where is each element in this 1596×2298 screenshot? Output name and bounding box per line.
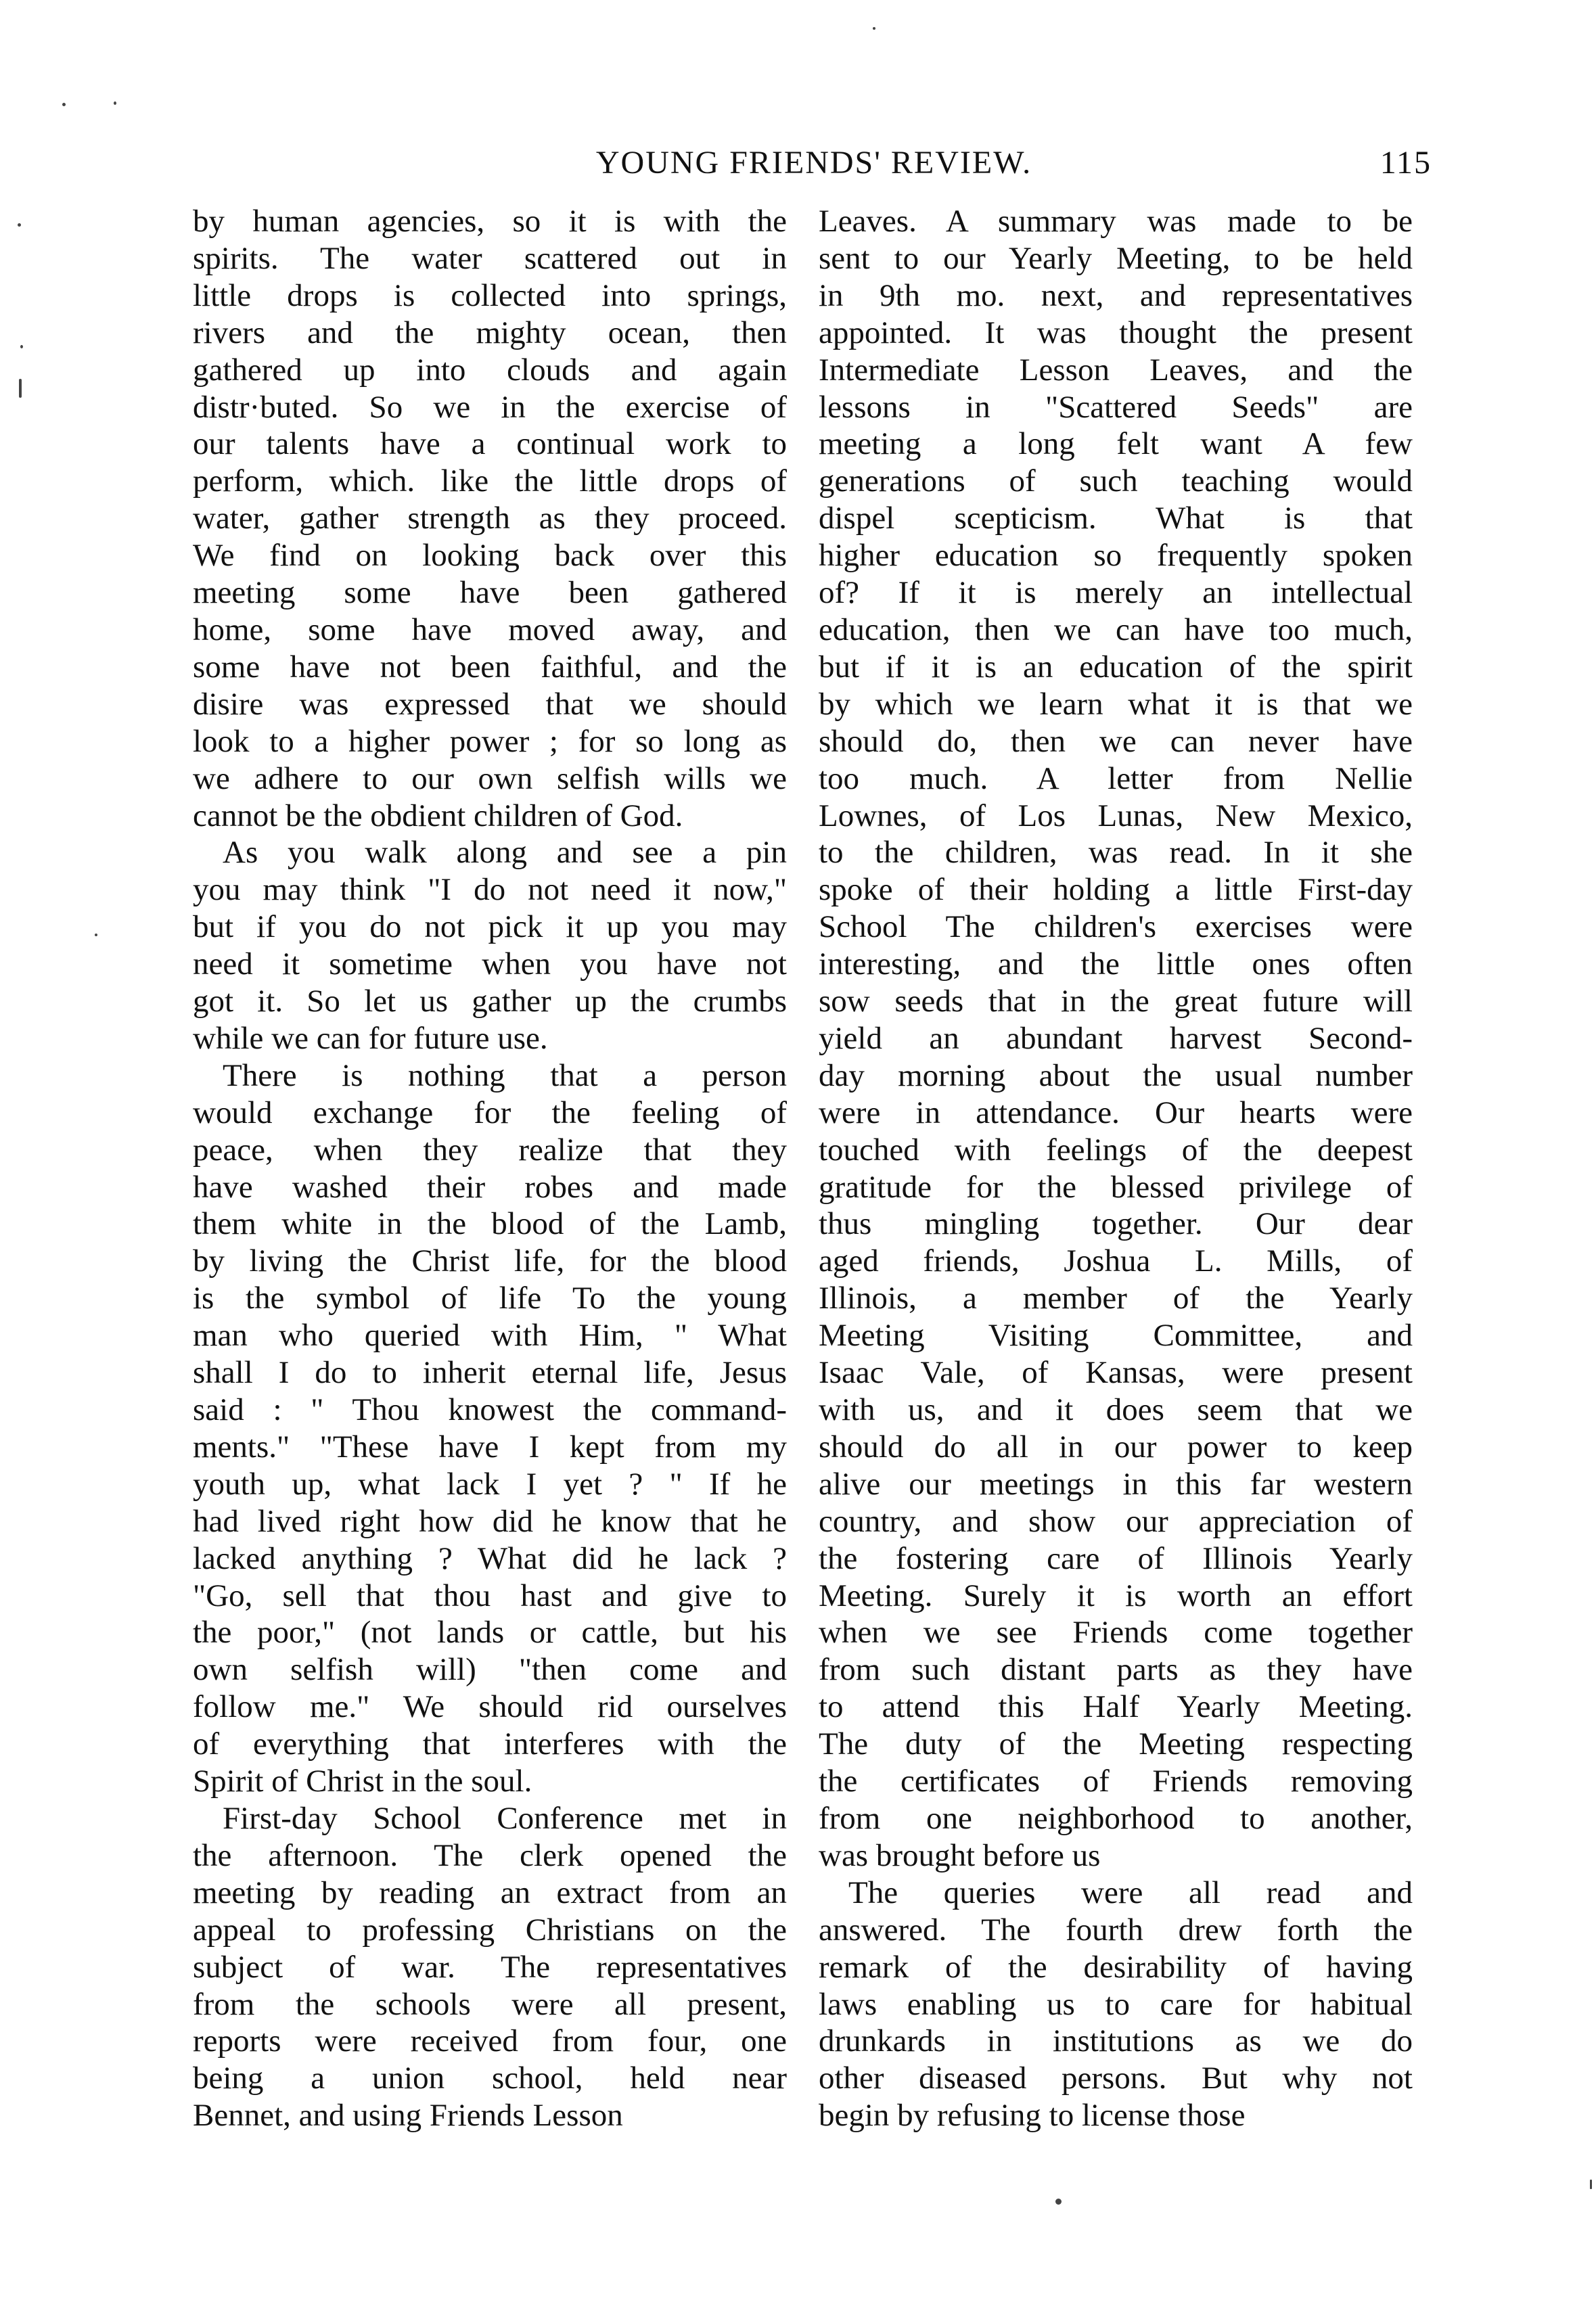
text-line: need it sometime when you have not bbox=[193, 946, 787, 982]
text-line: cannot be the obdient children of God. bbox=[193, 798, 683, 833]
scan-speck bbox=[1055, 2199, 1062, 2205]
text-line: dispel scepticism. What is that bbox=[819, 501, 1413, 536]
paragraph bbox=[193, 834, 787, 1057]
text-line: but if you do not pick it up you may bbox=[193, 909, 787, 945]
text-line: in 9th mo. next, and representatives bbox=[819, 277, 1413, 313]
running-head bbox=[196, 144, 1432, 191]
left-column bbox=[193, 203, 787, 2134]
text-line: Illinois, a member of the Yearly bbox=[819, 1281, 1413, 1316]
text-line: appointed. It was thought the present bbox=[819, 315, 1413, 350]
text-line: meeting a long felt want A few bbox=[819, 426, 1413, 462]
text-line: alive our meetings in this far western bbox=[819, 1466, 1413, 1502]
scan-speck bbox=[873, 27, 875, 30]
text-line: Lownes, of Los Lunas, New Mexico, bbox=[819, 798, 1413, 833]
text-line: Isaac Vale, of Kansas, were present bbox=[819, 1355, 1413, 1391]
text-line: education, then we can have too much, bbox=[819, 612, 1413, 647]
text-line: generations of such teaching would bbox=[819, 463, 1413, 499]
text-line: laws enabling us to care for habitual bbox=[819, 1986, 1413, 2022]
text-line: begin by refusing to license those bbox=[819, 2098, 1246, 2134]
text-line: Intermediate Lesson Leaves, and the bbox=[819, 352, 1413, 388]
paragraph bbox=[193, 1057, 787, 1800]
text-line: is the symbol of life To the young bbox=[193, 1281, 787, 1316]
text-line: would exchange for the feeling of bbox=[193, 1095, 787, 1130]
text-line: School The children's exercises were bbox=[819, 909, 1413, 945]
paragraph bbox=[819, 203, 1413, 1875]
text-line: other diseased persons. But why not bbox=[819, 2061, 1413, 2096]
text-line: disire was expressed that we should bbox=[193, 686, 787, 722]
text-line: man who queried with Him, " What bbox=[193, 1318, 787, 1354]
scan-speck bbox=[95, 934, 97, 936]
text-line: had lived right how did he know that he bbox=[193, 1503, 787, 1539]
text-line: said : " Thou knowest the command- bbox=[193, 1392, 787, 1427]
text-line: were in attendance. Our hearts were bbox=[819, 1095, 1413, 1130]
text-line: "Go, sell that thou hast and give to bbox=[193, 1578, 787, 1613]
text-line: too much. A letter from Nellie bbox=[819, 760, 1413, 796]
text-line: own selfish will) "then come and bbox=[193, 1652, 787, 1688]
text-line: by which we learn what it is that we bbox=[819, 686, 1413, 722]
text-line: rivers and the mighty ocean, then bbox=[193, 315, 787, 350]
text-line: the afternoon. The clerk opened the bbox=[193, 1837, 787, 1873]
text-line: drunkards in institutions as we do bbox=[819, 2023, 1413, 2059]
text-line: to the children, was read. In it she bbox=[819, 835, 1413, 871]
scan-speck bbox=[19, 379, 22, 398]
scan-speck bbox=[20, 345, 23, 348]
text-line: by living the Christ life, for the blood bbox=[193, 1243, 787, 1279]
text-line: the fostering care of Illinois Yearly bbox=[819, 1540, 1413, 1576]
text-line: reports were received from four, one bbox=[193, 2023, 787, 2059]
text-line: ments." "These have I kept from my bbox=[193, 1429, 787, 1465]
text-line: when we see Friends come together bbox=[819, 1615, 1413, 1651]
paragraph bbox=[193, 203, 787, 834]
text-line: There is nothing that a person bbox=[223, 1057, 787, 1093]
scan-speck bbox=[114, 101, 116, 105]
text-line: by human agencies, so it is with the bbox=[193, 204, 787, 239]
text-line: little drops is collected into springs, bbox=[193, 277, 787, 313]
text-line: have washed their robes and made bbox=[193, 1169, 787, 1205]
text-line: interesting, and the little ones often bbox=[819, 946, 1413, 982]
text-line: sow seeds that in the great future will bbox=[819, 984, 1413, 1019]
text-line: follow me." We should rid ourselves bbox=[193, 1689, 787, 1725]
text-line: being a union school, held near bbox=[193, 2061, 787, 2096]
text-line: answered. The fourth drew forth the bbox=[819, 1912, 1413, 1948]
text-line: yield an abundant harvest Second- bbox=[819, 1020, 1413, 1056]
text-line: lacked anything ? What did he lack ? bbox=[193, 1540, 787, 1576]
text-line: our talents have a continual work to bbox=[193, 426, 787, 462]
text-line: Bennet, and using Friends Lesson bbox=[193, 2098, 623, 2134]
text-line: should do all in our power to keep bbox=[819, 1429, 1413, 1465]
text-line: of? If it is merely an intellectual bbox=[819, 575, 1413, 611]
text-line: gathered up into clouds and again bbox=[193, 352, 787, 388]
text-line: First-day School Conference met in bbox=[223, 1800, 787, 1836]
running-title: YOUNG FRIENDS' REVIEW. bbox=[595, 145, 1032, 181]
text-line: Leaves. A summary was made to be bbox=[819, 204, 1413, 239]
text-line: lessons in "Scattered Seeds" are bbox=[819, 389, 1413, 425]
text-line: day morning about the usual number bbox=[819, 1057, 1413, 1093]
text-line: The queries were all read and bbox=[848, 1875, 1413, 1910]
scan-speck bbox=[18, 223, 21, 227]
text-line: meeting by reading an extract from an bbox=[193, 1875, 787, 1910]
text-line: water, gather strength as they proceed. bbox=[193, 501, 787, 536]
page-number: 115 bbox=[1380, 145, 1432, 181]
text-line: appeal to professing Christians on the bbox=[193, 1912, 787, 1948]
text-line: should do, then we can never have bbox=[819, 723, 1413, 759]
scan-speck bbox=[1590, 2180, 1592, 2189]
text-line: from the schools were all present, bbox=[193, 1986, 787, 2022]
text-line: got it. So let us gather up the crumbs bbox=[193, 984, 787, 1019]
text-line: while we can for future use. bbox=[193, 1020, 548, 1056]
paragraph bbox=[819, 1875, 1413, 2134]
text-line: gratitude for the blessed privilege of bbox=[819, 1169, 1413, 1205]
text-line: from one neighborhood to another, bbox=[819, 1800, 1413, 1836]
text-line: perform, which. like the little drops of bbox=[193, 463, 787, 499]
text-line: higher education so frequently spoken bbox=[819, 538, 1413, 574]
text-line: to attend this Half Yearly Meeting. bbox=[819, 1689, 1413, 1725]
text-line: was brought before us bbox=[819, 1837, 1101, 1873]
text-line: them white in the blood of the Lamb, bbox=[193, 1206, 787, 1242]
text-line: we adhere to our own selfish wills we bbox=[193, 760, 787, 796]
text-line: distr·buted. So we in the exercise of bbox=[193, 389, 787, 425]
right-column bbox=[819, 203, 1413, 2134]
text-line: of everything that interferes with the bbox=[193, 1726, 787, 1762]
text-line: touched with feelings of the deepest bbox=[819, 1132, 1413, 1168]
text-line: some have not been faithful, and the bbox=[193, 649, 787, 685]
text-line: remark of the desirability of having bbox=[819, 1949, 1413, 1985]
text-line: the poor," (not lands or cattle, but his bbox=[193, 1615, 787, 1651]
text-line: The duty of the Meeting respecting bbox=[819, 1726, 1413, 1762]
text-line: shall I do to inherit eternal life, Jesus bbox=[193, 1355, 787, 1391]
scan-speck bbox=[62, 103, 66, 106]
text-line: but if it is an education of the spirit bbox=[819, 649, 1413, 685]
text-line: We find on looking back over this bbox=[193, 538, 787, 574]
text-line: spoke of their holding a little First-day bbox=[819, 872, 1413, 908]
text-line: Meeting Visiting Committee, and bbox=[819, 1318, 1413, 1354]
text-line: you may think "I do not need it now," bbox=[193, 872, 787, 908]
text-line: home, some have moved away, and bbox=[193, 612, 787, 647]
text-line: with us, and it does seem that we bbox=[819, 1392, 1413, 1427]
text-line: youth up, what lack I yet ? " If he bbox=[193, 1466, 787, 1502]
text-line: the certificates of Friends removing bbox=[819, 1764, 1413, 1799]
text-line: Spirit of Christ in the soul. bbox=[193, 1764, 532, 1799]
text-line: As you walk along and see a pin bbox=[223, 835, 787, 871]
text-line: country, and show our appreciation of bbox=[819, 1503, 1413, 1539]
text-line: aged friends, Joshua L. Mills, of bbox=[819, 1243, 1413, 1279]
text-line: subject of war. The representatives bbox=[193, 1949, 787, 1985]
text-line: thus mingling together. Our dear bbox=[819, 1206, 1413, 1242]
text-line: look to a higher power ; for so long as bbox=[193, 723, 787, 759]
text-line: peace, when they realize that they bbox=[193, 1132, 787, 1168]
paragraph bbox=[193, 1800, 787, 2134]
text-line: sent to our Yearly Meeting, to be held bbox=[819, 240, 1413, 276]
text-line: from such distant parts as they have bbox=[819, 1652, 1413, 1688]
text-line: Meeting. Surely it is worth an effort bbox=[819, 1578, 1413, 1613]
text-line: spirits. The water scattered out in bbox=[193, 240, 787, 276]
text-line: meeting some have been gathered bbox=[193, 575, 787, 611]
